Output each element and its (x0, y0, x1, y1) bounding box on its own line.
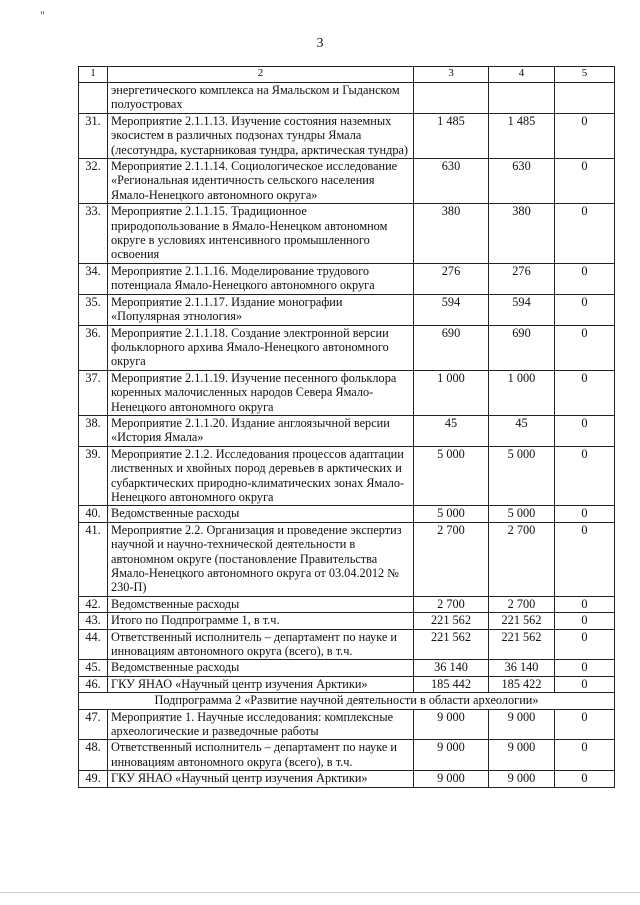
row-number-cell: 42. (79, 596, 108, 612)
col3-value-cell: 221 562 (414, 613, 489, 629)
table-row (79, 676, 615, 692)
budget-table (78, 66, 615, 788)
table-row (79, 325, 615, 370)
row-number-cell (79, 83, 108, 114)
col5-value-cell: 0 (555, 506, 615, 522)
row-description-cell: Мероприятие 2.2. Организация и проведение экспертиз научной и научно-технической деятельности в автономном округе (постановление Правительства Ямало-Ненецкого автономного округа от 03.04.2012 № 230-П) (108, 522, 414, 596)
row-description-cell: ГКУ ЯНАО «Научный центр изучения Арктики» (108, 771, 414, 787)
table-row (79, 446, 615, 506)
row-description-cell: Мероприятие 1. Научные исследования: комплексные археологические и разведочные работы (108, 709, 414, 740)
col4-value-cell (489, 83, 555, 114)
col3-value-cell: 2 700 (414, 522, 489, 596)
col3-value-cell: 594 (414, 294, 489, 325)
col4-value-cell: 1 000 (489, 370, 555, 415)
col5-value-cell: 0 (555, 204, 615, 264)
col3-value-cell: 2 700 (414, 596, 489, 612)
table-row (79, 113, 615, 158)
table-row (79, 263, 615, 294)
header-cell: 4 (489, 67, 555, 83)
col4-value-cell: 36 140 (489, 660, 555, 676)
table-row (79, 629, 615, 660)
col3-value-cell: 221 562 (414, 629, 489, 660)
col5-value-cell (555, 83, 615, 114)
row-description-cell: энергетического комплекса на Ямальском и Гыданском полуостровах (108, 83, 414, 114)
table-header-row (79, 67, 615, 83)
col3-value-cell: 690 (414, 325, 489, 370)
row-number-cell: 48. (79, 740, 108, 771)
col5-value-cell: 0 (555, 263, 615, 294)
row-description-cell: Мероприятие 2.1.1.15. Традиционное природопользование в Ямало-Ненецком автономном округе в условиях интенсивного промышленного освоения (108, 204, 414, 264)
col3-value-cell: 45 (414, 415, 489, 446)
table-row (79, 660, 615, 676)
col3-value-cell: 630 (414, 159, 489, 204)
row-number-cell: 43. (79, 613, 108, 629)
row-number-cell: 37. (79, 370, 108, 415)
col4-value-cell: 276 (489, 263, 555, 294)
col3-value-cell: 9 000 (414, 771, 489, 787)
header-cell: 3 (414, 67, 489, 83)
row-description-cell: Ответственный исполнитель – департамент по науке и инновациям автономного округа (всего), в т.ч. (108, 629, 414, 660)
col3-value-cell: 9 000 (414, 709, 489, 740)
row-description-cell: Мероприятие 2.1.1.20. Издание англоязычной версии «История Ямала» (108, 415, 414, 446)
row-number-cell: 38. (79, 415, 108, 446)
row-number-cell: 41. (79, 522, 108, 596)
header-cell: 5 (555, 67, 615, 83)
row-number-cell: 33. (79, 204, 108, 264)
table-row (79, 709, 615, 740)
row-description-cell: Ведомственные расходы (108, 596, 414, 612)
col5-value-cell: 0 (555, 415, 615, 446)
row-description-cell: Ведомственные расходы (108, 506, 414, 522)
col5-value-cell: 0 (555, 709, 615, 740)
row-number-cell: 47. (79, 709, 108, 740)
col4-value-cell: 380 (489, 204, 555, 264)
col4-value-cell: 9 000 (489, 709, 555, 740)
col4-value-cell: 9 000 (489, 771, 555, 787)
row-description-cell: Ведомственные расходы (108, 660, 414, 676)
col5-value-cell: 0 (555, 660, 615, 676)
col5-value-cell: 0 (555, 613, 615, 629)
table-row (79, 204, 615, 264)
col5-value-cell: 0 (555, 370, 615, 415)
table-row (79, 506, 615, 522)
subprogram-title: Подпрограмма 2 «Развитие научной деятельности в области археологии» (79, 693, 615, 709)
col4-value-cell: 221 562 (489, 613, 555, 629)
col3-value-cell: 185 442 (414, 676, 489, 692)
row-number-cell: 49. (79, 771, 108, 787)
table-row (79, 613, 615, 629)
col5-value-cell: 0 (555, 159, 615, 204)
col5-value-cell: 0 (555, 294, 615, 325)
col3-value-cell: 1 485 (414, 113, 489, 158)
row-description-cell: Ответственный исполнитель – департамент по науке и инновациям автономного округа (всего), в т.ч. (108, 740, 414, 771)
row-description-cell: Мероприятие 2.1.1.17. Издание монографии «Популярная этнология» (108, 294, 414, 325)
row-description-cell: Мероприятие 2.1.1.19. Изучение песенного фольклора коренных малочисленных народов Севера Ямало-Ненецкого автономного округа (108, 370, 414, 415)
row-number-cell: 39. (79, 446, 108, 506)
col3-value-cell (414, 83, 489, 114)
col5-value-cell: 0 (555, 676, 615, 692)
col3-value-cell: 36 140 (414, 660, 489, 676)
table-row (79, 83, 615, 114)
col4-value-cell: 690 (489, 325, 555, 370)
row-description-cell: Итого по Подпрограмме 1, в т.ч. (108, 613, 414, 629)
col3-value-cell: 5 000 (414, 446, 489, 506)
row-number-cell: 44. (79, 629, 108, 660)
col5-value-cell: 0 (555, 113, 615, 158)
table-row (79, 771, 615, 787)
col4-value-cell: 1 485 (489, 113, 555, 158)
row-number-cell: 35. (79, 294, 108, 325)
col4-value-cell: 630 (489, 159, 555, 204)
col3-value-cell: 1 000 (414, 370, 489, 415)
header-cell: 2 (108, 67, 414, 83)
col5-value-cell: 0 (555, 740, 615, 771)
page-bottom-edge (0, 892, 640, 893)
page-number: 3 (316, 36, 324, 51)
subprogram-row (79, 693, 615, 709)
col5-value-cell: 0 (555, 446, 615, 506)
row-number-cell: 45. (79, 660, 108, 676)
row-number-cell: 46. (79, 676, 108, 692)
row-number-cell: 36. (79, 325, 108, 370)
header-cell: 1 (79, 67, 108, 83)
col3-value-cell: 276 (414, 263, 489, 294)
col3-value-cell: 5 000 (414, 506, 489, 522)
col4-value-cell: 5 000 (489, 446, 555, 506)
col5-value-cell: 0 (555, 522, 615, 596)
col4-value-cell: 594 (489, 294, 555, 325)
table-row (79, 370, 615, 415)
col3-value-cell: 380 (414, 204, 489, 264)
table-row (79, 522, 615, 596)
col4-value-cell: 2 700 (489, 596, 555, 612)
col5-value-cell: 0 (555, 771, 615, 787)
col5-value-cell: 0 (555, 325, 615, 370)
col4-value-cell: 2 700 (489, 522, 555, 596)
row-description-cell: Мероприятие 2.1.1.14. Социологическое исследование «Региональная идентичность сельского населения Ямало-Ненецкого автономного округа» (108, 159, 414, 204)
col4-value-cell: 5 000 (489, 506, 555, 522)
table-row (79, 596, 615, 612)
col4-value-cell: 221 562 (489, 629, 555, 660)
row-description-cell: Мероприятие 2.1.1.16. Моделирование трудового потенциала Ямало-Ненецкого автономного округа (108, 263, 414, 294)
row-description-cell: Мероприятие 2.1.1.13. Изучение состояния наземных экосистем в различных подзонах тундры Ямала (лесотундра, кустарниковая тундра, арктическая тундра) (108, 113, 414, 158)
row-number-cell: 32. (79, 159, 108, 204)
col5-value-cell: 0 (555, 596, 615, 612)
col5-value-cell: 0 (555, 629, 615, 660)
row-number-cell: 31. (79, 113, 108, 158)
table-row (79, 415, 615, 446)
corner-mark: " (40, 8, 45, 22)
table-row (79, 294, 615, 325)
col4-value-cell: 45 (489, 415, 555, 446)
col3-value-cell: 9 000 (414, 740, 489, 771)
row-number-cell: 34. (79, 263, 108, 294)
col4-value-cell: 9 000 (489, 740, 555, 771)
col4-value-cell: 185 422 (489, 676, 555, 692)
table-row (79, 159, 615, 204)
row-description-cell: Мероприятие 2.1.2. Исследования процессов адаптации лиственных и хвойных пород деревьев в арктических и субарктических природно-климатических зонах Ямало-Ненецкого автономного округа (108, 446, 414, 506)
row-number-cell: 40. (79, 506, 108, 522)
row-description-cell: Мероприятие 2.1.1.18. Создание электронной версии фольклорного архива Ямало-Ненецкого автономного округа (108, 325, 414, 370)
table-row (79, 740, 615, 771)
row-description-cell: ГКУ ЯНАО «Научный центр изучения Арктики» (108, 676, 414, 692)
